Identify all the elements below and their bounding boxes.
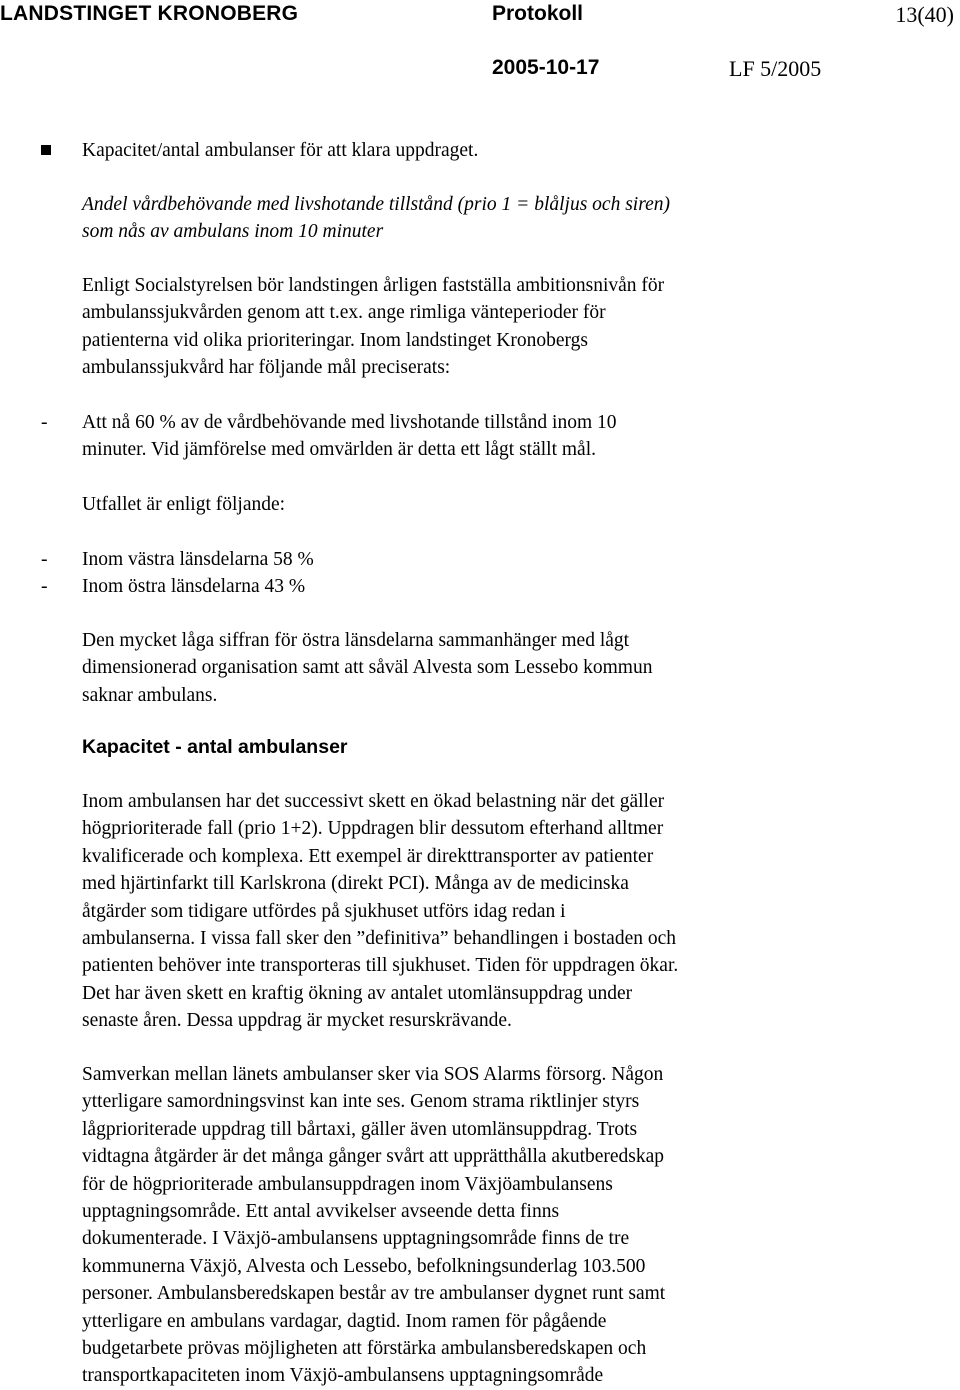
text-line: Den mycket låga siffran för östra länsdelarna sammanhänger med lågt bbox=[82, 630, 630, 651]
text-line: ambulanserna. I vissa fall sker den ”definitiva” behandlingen i bostaden och bbox=[82, 928, 677, 950]
text-line: Inom ambulansen har det successivt skett en ökad belastning när det gäller bbox=[82, 791, 665, 812]
text-line: patienten behöver inte transporteras till sjukhuset. Tiden för uppdragen ökar. bbox=[82, 955, 679, 977]
dash-marker: - bbox=[41, 412, 48, 433]
page-header bbox=[0, 0, 960, 90]
outcome-intro: Utfallet är enligt följande: bbox=[82, 494, 286, 515]
text-line: Samverkan mellan länets ambulanser sker via SOS Alarms försorg. Någon bbox=[82, 1064, 664, 1085]
dash-marker: - bbox=[41, 576, 48, 597]
organization-name: LANDSTINGET KRONOBERG bbox=[0, 2, 299, 25]
text-line: upptagningsområde. Ett antal avvikelser avseende detta finns bbox=[82, 1201, 560, 1223]
text-line: minuter. Vid jämförelse med omvärlden är detta ett lågt ställt mål. bbox=[82, 439, 596, 461]
section-heading: Kapacitet - antal ambulanser bbox=[82, 736, 348, 758]
text-line: patienterna vid olika prioriteringar. Inom landstinget Kronobergs bbox=[82, 329, 588, 351]
outcome-item-west: Inom västra länsdelarna 58 % bbox=[82, 549, 314, 570]
text-line: dokumenterade. I Växjö-ambulansens upptagningsområde finns de tre bbox=[82, 1228, 630, 1250]
paragraph-cooperation bbox=[82, 1061, 942, 1390]
text-line: vidtagna åtgärder är det många gånger svårt att upprätthålla akutberedskap bbox=[82, 1146, 665, 1168]
text-line: som nås av ambulans inom 10 minuter bbox=[82, 221, 384, 243]
text-line: budgetarbete prövas möjligheten att förstärka ambulansberedskapen och bbox=[82, 1338, 647, 1360]
text-line: för de högprioriterade ambulansuppdragen inom Växjöambulansens bbox=[82, 1173, 613, 1195]
text-line: med hjärtinfarkt till Karlskrona (direkt PCI). Många av de medicinska bbox=[82, 873, 629, 895]
text-line: ambulanssjukvården genom att t.ex. ange rimliga vänteperioder för bbox=[82, 302, 606, 324]
paragraph-capacity bbox=[82, 788, 942, 1035]
paragraph-low-figure bbox=[82, 627, 942, 709]
document-type: Protokoll bbox=[492, 2, 584, 25]
italic-subheading bbox=[82, 191, 942, 246]
text-line: transportkapaciteten inom Växjö-ambulansens upptagningsområde bbox=[82, 1365, 604, 1387]
text-line: dimensionerad organisation samt att såväl Alvesta som Lessebo kommun bbox=[82, 657, 653, 679]
paragraph-ambition bbox=[82, 272, 942, 382]
text-line: åtgärder som tidigare utfördes på sjukhuset utförs idag redan i bbox=[82, 900, 566, 922]
text-line: Att nå 60 % av de vårdbehövande med livshotande tillstånd inom 10 bbox=[82, 412, 617, 433]
page-number: 13(40) bbox=[895, 2, 954, 27]
outcome-item-east: Inom östra länsdelarna 43 % bbox=[82, 576, 306, 597]
text-line: Det har även skett en kraftig ökning av antalet utomlänsuppdrag under bbox=[82, 982, 633, 1004]
text-line: ytterligare en ambulans vardagar, dagtid. Inom ramen för pågående bbox=[82, 1310, 607, 1332]
text-line: senaste åren. Dessa uppdrag är mycket resurskrävande. bbox=[82, 1010, 512, 1032]
text-line: kommunerna Växjö, Alvesta och Lessebo, befolkningsunderlag 103.500 bbox=[82, 1255, 646, 1277]
text-line: lågprioriterade uppdrag till bårtaxi, gäller även utomlänsuppdrag. Trots bbox=[82, 1118, 638, 1140]
text-line: personer. Ambulansberedskapen består av tre ambulanser dygnet runt samt bbox=[82, 1283, 666, 1305]
text-line: saknar ambulans. bbox=[82, 684, 218, 706]
text-line: högprioriterade fall (prio 1+2). Uppdragen blir dessutom efterhand alltmer bbox=[82, 818, 664, 840]
goal-list-item bbox=[82, 409, 942, 464]
text-line: ambulanssjukvård har följande mål preciserats: bbox=[82, 357, 451, 379]
text-line: ytterligare samordningsvinst kan inte ses. Genom strama riktlinjer styrs bbox=[82, 1091, 640, 1113]
document-date: 2005-10-17 bbox=[492, 56, 600, 79]
document-reference: LF 5/2005 bbox=[729, 56, 822, 81]
text-line: Andel vårdbehövande med livshotande tillstånd (prio 1 = blåljus och siren) bbox=[82, 194, 670, 215]
dash-marker: - bbox=[41, 549, 48, 570]
bullet-item-text: Kapacitet/antal ambulanser för att klara uppdraget. bbox=[82, 140, 479, 161]
text-line: Enligt Socialstyrelsen bör landstingen årligen fastställa ambitionsnivån för bbox=[82, 275, 665, 296]
text-line: kvalificerade och komplexa. Ett exempel är direkttransporter av patienter bbox=[82, 845, 654, 867]
square-bullet-icon bbox=[41, 145, 51, 155]
